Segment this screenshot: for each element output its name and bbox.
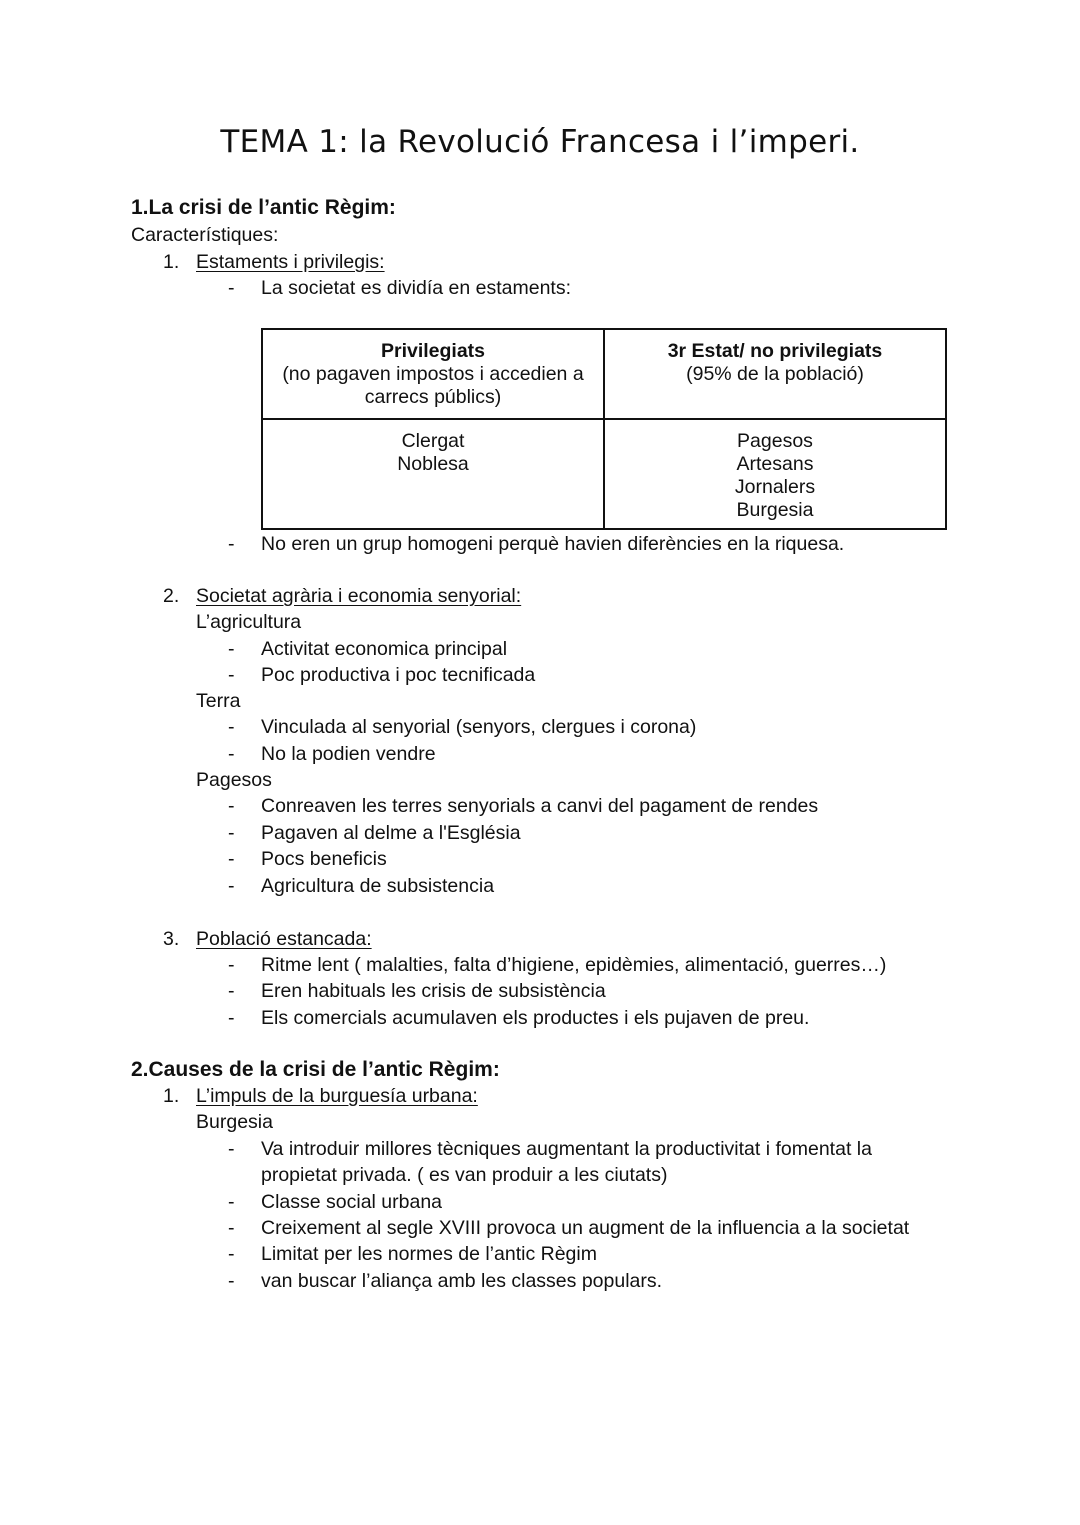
table-cell-item: Clergat bbox=[401, 430, 465, 452]
bullet-text: No la podien vendre bbox=[261, 743, 436, 765]
table-cell-tercer-estat-members bbox=[604, 419, 946, 529]
list-number: 1. bbox=[163, 251, 180, 273]
group-label: Terra bbox=[196, 690, 241, 712]
bullet-dash: - bbox=[228, 1007, 235, 1029]
bullet-dash: - bbox=[228, 1217, 235, 1239]
bullet-text: Agricultura de subsistencia bbox=[261, 875, 495, 897]
bullet-text-continuation: propietat privada. ( es van produir a les ciutats) bbox=[261, 1164, 668, 1186]
bullet-text: La societat es dividía en estaments: bbox=[261, 277, 572, 299]
bullet-dash: - bbox=[228, 1138, 235, 1160]
column-header: Privilegiats bbox=[380, 340, 486, 362]
table-cell-item: Pagesos bbox=[737, 430, 813, 452]
bullet-dash: - bbox=[228, 795, 235, 817]
bullet-dash: - bbox=[228, 664, 235, 686]
bullet-text: Pagaven al delme a l'Església bbox=[261, 822, 521, 844]
bullet-text: Creixement al segle XVIII provoca un augment de la influencia a la societat bbox=[261, 1217, 910, 1239]
bullet-dash: - bbox=[228, 743, 235, 765]
column-subheader: (95% de la població) bbox=[686, 363, 864, 385]
subsection-title-estaments: Estaments i privilegis: bbox=[196, 251, 385, 273]
section-1-heading: 1.La crisi de l’antic Règim: bbox=[131, 196, 396, 219]
column-subheader: (no pagaven impostos i accedien a bbox=[282, 363, 584, 385]
table-cell-privilegiats-members bbox=[262, 419, 604, 529]
bullet-text: Poc productiva i poc tecnificada bbox=[261, 664, 536, 686]
section-1-subheading: Característiques: bbox=[131, 224, 279, 246]
list-number: 1. bbox=[163, 1085, 180, 1107]
bullet-dash: - bbox=[228, 1191, 235, 1213]
bullet-dash: - bbox=[228, 1243, 235, 1265]
column-header: 3r Estat/ no privilegiats bbox=[667, 340, 883, 362]
estaments-table bbox=[261, 328, 947, 530]
bullet-text: Eren habituals les crisis de subsistència bbox=[261, 980, 606, 1002]
bullet-dash: - bbox=[228, 822, 235, 844]
bullet-dash: - bbox=[228, 875, 235, 897]
bullet-dash: - bbox=[228, 533, 235, 555]
bullet-dash: - bbox=[228, 277, 235, 299]
column-subheader: carrecs públics) bbox=[364, 386, 502, 408]
bullet-text: Activitat economica principal bbox=[261, 638, 508, 660]
table-cell-item: Noblesa bbox=[397, 453, 469, 475]
group-label: Pagesos bbox=[196, 769, 272, 791]
bullet-text: van buscar l’aliança amb les classes populars. bbox=[261, 1270, 663, 1292]
bullet-dash: - bbox=[228, 848, 235, 870]
bullet-dash: - bbox=[228, 1270, 235, 1292]
bullet-text: Conreaven les terres senyorials a canvi del pagament de rendes bbox=[261, 795, 819, 817]
subsection-title-poblacio: Població estancada: bbox=[196, 928, 372, 950]
bullet-text: Va introduir millores tècniques augmentant la productivitat i fomentat la bbox=[261, 1138, 872, 1160]
bullet-dash: - bbox=[228, 954, 235, 976]
group-label: Burgesia bbox=[196, 1111, 273, 1133]
bullet-text: No eren un grup homogeni perquè havien diferències en la riquesa. bbox=[261, 533, 845, 555]
bullet-text: Ritme lent ( malalties, falta d’higiene, epidèmies, alimentació, guerres…) bbox=[261, 954, 887, 976]
table-header-privilegiats bbox=[262, 329, 604, 419]
table-cell-item: Jornalers bbox=[734, 476, 816, 498]
list-number: 3. bbox=[163, 928, 180, 950]
bullet-text: Vinculada al senyorial (senyors, clergues i corona) bbox=[261, 716, 697, 738]
bullet-text: Pocs beneficis bbox=[261, 848, 387, 870]
group-label: L’agricultura bbox=[196, 611, 302, 633]
bullet-dash: - bbox=[228, 716, 235, 738]
table-cell-item: Burgesia bbox=[736, 499, 814, 521]
bullet-dash: - bbox=[228, 980, 235, 1002]
bullet-text: Classe social urbana bbox=[261, 1191, 443, 1213]
document-title: TEMA 1: la Revolució Francesa i l’imperi. bbox=[220, 124, 860, 160]
section-2-heading: 2.Causes de la crisi de l’antic Règim: bbox=[131, 1058, 500, 1081]
table-cell-item: Artesans bbox=[736, 453, 814, 475]
subsection-title-burguesia: L’impuls de la burguesía urbana: bbox=[196, 1085, 478, 1107]
subsection-title-societat-agraria: Societat agrària i economia senyorial: bbox=[196, 585, 522, 607]
bullet-dash: - bbox=[228, 638, 235, 660]
bullet-text: Limitat per les normes de l’antic Règim bbox=[261, 1243, 597, 1265]
bullet-text: Els comercials acumulaven els productes i els pujaven de preu. bbox=[261, 1007, 810, 1029]
list-number: 2. bbox=[163, 585, 180, 607]
table-header-tercer-estat bbox=[604, 329, 946, 419]
